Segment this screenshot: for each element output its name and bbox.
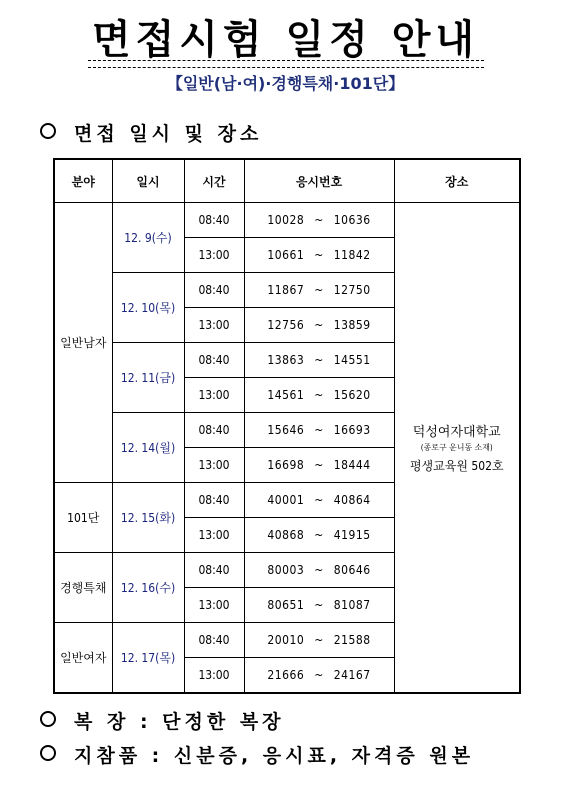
range-to: 18444 (333, 458, 371, 472)
section-items-to-bring (40, 741, 474, 768)
range-to: 41915 (333, 528, 371, 542)
table-header-row (54, 159, 520, 203)
range-from: 16698 (267, 458, 305, 472)
exam-number-range-cell (244, 483, 394, 518)
place-cell (394, 203, 520, 693)
range-from: 15646 (267, 423, 305, 437)
time-cell: 08:40 (184, 623, 244, 658)
time-cell: 08:40 (184, 553, 244, 588)
circle-bullet-icon (40, 711, 56, 727)
range-from: 40001 (267, 493, 305, 507)
time-cell: 13:00 (184, 238, 244, 273)
range-separator: ~ (314, 318, 324, 332)
exam-number-range-cell (244, 413, 394, 448)
place-name: 덕성여자대학교 (412, 424, 501, 440)
header-time: 시간 (184, 159, 244, 203)
section-label: 면접 일시 및 장소 (74, 123, 263, 145)
range-from: 40868 (267, 528, 305, 542)
title-double-rule (88, 60, 484, 68)
header-field: 분야 (54, 159, 112, 203)
range-from: 10028 (267, 213, 305, 227)
range-from: 12756 (267, 318, 305, 332)
range-separator: ~ (314, 283, 324, 297)
range-to: 24167 (333, 667, 371, 682)
place-room: 평생교육원 502호 (409, 458, 504, 473)
date-cell: 12. 14(월) (112, 413, 184, 483)
range-to: 16693 (333, 423, 371, 437)
schedule-table (53, 158, 521, 694)
range-to: 40864 (333, 493, 371, 507)
header-date: 일시 (112, 159, 184, 203)
place-address: (종로구 운니동 소재) (420, 442, 493, 452)
range-separator: ~ (314, 563, 324, 577)
range-separator: ~ (314, 458, 324, 472)
range-from: 13863 (267, 353, 305, 367)
time-cell: 13:00 (184, 518, 244, 553)
page-title: 면접시험 일정 안내 (92, 16, 479, 63)
exam-number-range-cell (244, 623, 394, 658)
range-separator: ~ (314, 423, 324, 437)
time-cell: 13:00 (184, 658, 244, 693)
range-separator: ~ (314, 248, 324, 262)
table-row (54, 203, 520, 238)
date-cell: 12. 15(화) (112, 483, 184, 553)
exam-number-range-cell (244, 553, 394, 588)
field-cell: 101단 (54, 483, 112, 553)
range-from: 80651 (267, 598, 305, 612)
section-attire (40, 707, 285, 734)
time-cell: 13:00 (184, 378, 244, 413)
field-cell: 경행특채 (54, 553, 112, 623)
circle-bullet-icon (40, 123, 56, 139)
range-separator: ~ (314, 388, 324, 402)
date-cell: 12. 11(금) (112, 343, 184, 413)
range-to: 14551 (333, 353, 371, 367)
time-cell: 08:40 (184, 413, 244, 448)
exam-number-range-cell (244, 203, 394, 238)
range-from: 10661 (267, 248, 305, 262)
exam-number-range-cell (244, 238, 394, 273)
range-from: 20010 (267, 633, 305, 647)
date-cell: 12. 17(목) (112, 623, 184, 693)
exam-number-range-cell (244, 448, 394, 483)
field-cell: 일반여자 (54, 623, 112, 693)
range-separator: ~ (314, 353, 324, 367)
range-separator: ~ (314, 213, 324, 227)
section-label: 복 장 : 단정한 복장 (74, 711, 285, 733)
page-subtitle: 【일반(남·여)·경행특채·101단】 (166, 74, 405, 93)
range-to: 12750 (333, 283, 371, 297)
range-to: 81087 (333, 598, 371, 612)
circle-bullet-icon (40, 745, 56, 761)
range-from: 14561 (267, 388, 305, 402)
range-from: 21666 (267, 667, 305, 682)
date-cell: 12. 16(수) (112, 553, 184, 623)
section-label: 지참품 : 신분증, 응시표, 자격증 원본 (74, 745, 475, 767)
range-separator: ~ (314, 633, 324, 647)
field-cell: 일반남자 (54, 203, 112, 483)
time-cell: 08:40 (184, 483, 244, 518)
schedule-body (54, 203, 520, 693)
exam-number-range-cell (244, 378, 394, 413)
time-cell: 13:00 (184, 448, 244, 483)
date-cell: 12. 9(수) (112, 203, 184, 273)
range-to: 21588 (333, 633, 371, 647)
range-separator: ~ (314, 667, 324, 682)
section-interview-schedule (40, 119, 262, 146)
range-from: 80003 (267, 563, 305, 577)
range-separator: ~ (314, 598, 324, 612)
exam-number-range-cell (244, 343, 394, 378)
range-separator: ~ (314, 528, 324, 542)
range-separator: ~ (314, 493, 324, 507)
date-cell: 12. 10(목) (112, 273, 184, 343)
range-to: 15620 (333, 388, 371, 402)
exam-number-range-cell (244, 308, 394, 343)
time-cell: 13:00 (184, 308, 244, 343)
header-exam-number: 응시번호 (244, 159, 394, 203)
range-to: 11842 (333, 248, 371, 262)
range-to: 80646 (333, 563, 371, 577)
exam-number-range-cell (244, 273, 394, 308)
exam-number-range-cell (244, 588, 394, 623)
range-from: 11867 (267, 283, 305, 297)
range-to: 10636 (333, 213, 371, 227)
time-cell: 08:40 (184, 343, 244, 378)
exam-number-range-cell (244, 518, 394, 553)
range-to: 13859 (333, 318, 371, 332)
time-cell: 08:40 (184, 203, 244, 238)
time-cell: 13:00 (184, 588, 244, 623)
time-cell: 08:40 (184, 273, 244, 308)
exam-number-range-cell (244, 658, 394, 693)
header-place: 장소 (394, 159, 520, 203)
